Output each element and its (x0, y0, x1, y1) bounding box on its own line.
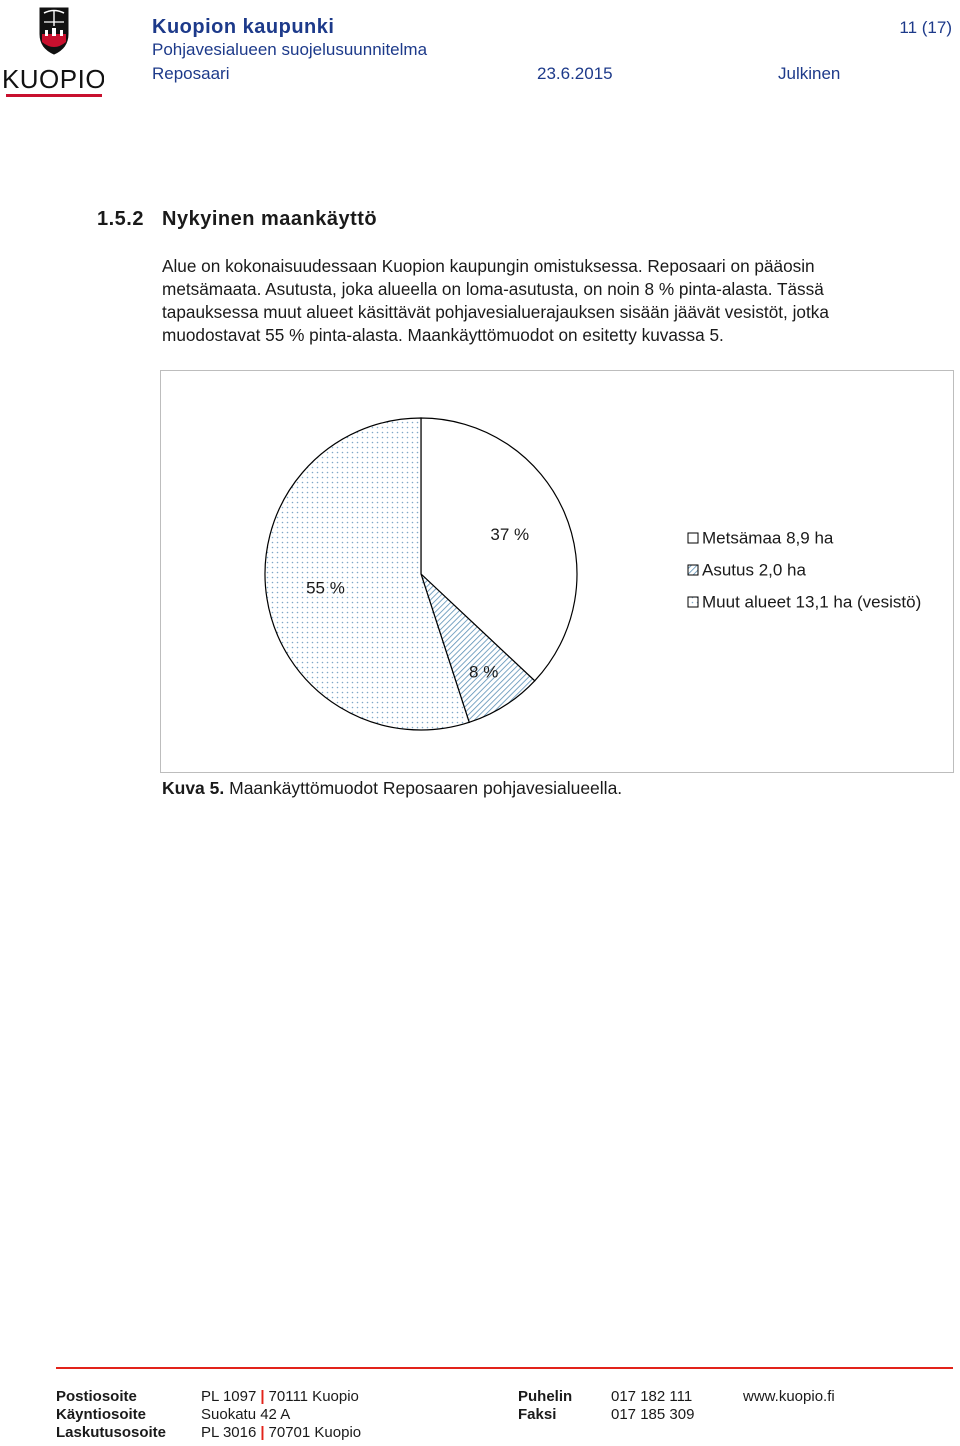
footer-postal-address (201, 1388, 359, 1405)
pie-chart-frame (160, 370, 954, 773)
footer-divider (56, 1367, 953, 1369)
postal-box: PL 1097 (201, 1388, 257, 1405)
legend-label: Muut alueet 13,1 ha (vesistö) (702, 592, 922, 612)
billing-box: PL 3016 (201, 1424, 257, 1441)
publicity-status: Julkinen (778, 64, 841, 83)
footer-fax: 017 185 309 (611, 1406, 695, 1423)
coat-of-arms-icon (40, 8, 68, 54)
paragraph-line: Alue on kokonaisuudessaan Kuopion kaupungin omistuksessa. Reposaari on pääosin (162, 256, 815, 276)
document-title: Pohjavesialueen suojelusuunnitelma (152, 40, 428, 59)
footer-website-link[interactable]: www.kuopio.fi (743, 1388, 835, 1405)
legend-swatch (688, 565, 698, 575)
pie-slice-label: 37 % (490, 525, 530, 545)
land-use-pie-chart (161, 371, 955, 774)
legend-swatch (688, 597, 698, 607)
footer-billing-address (201, 1424, 361, 1441)
figure-caption (162, 778, 622, 799)
footer-visiting-address: Suokatu 42 A (201, 1406, 291, 1423)
section-title: Nykyinen maankäyttö (162, 208, 378, 230)
caption-text: Maankäyttömuodot Reposaaren pohjavesialueella. (229, 778, 623, 798)
paragraph-line: tapauksessa muut alueet käsittävät pohjavesialuerajauksen sisään jäävät vesistöt, jotka (162, 302, 829, 322)
section-number: 1.5.2 (97, 208, 144, 230)
paragraph-line: metsämaata. Asutusta, joka alueella on loma-asutusta, on noin 8 % pinta-alasta. Tässä (162, 279, 824, 299)
document-date: 23.6.2015 (537, 64, 613, 83)
footer-label-postal: Postiosoite (56, 1388, 137, 1405)
pie-slice-label: 55 % (306, 578, 345, 598)
billing-city: 70701 Kuopio (268, 1424, 362, 1441)
separator-bar: | (260, 1424, 265, 1441)
logo-text: KUOPIO (4, 64, 104, 94)
legend-swatch (688, 533, 698, 543)
pie-slice-label: 8 % (469, 662, 499, 682)
kuopio-logo (4, 4, 104, 98)
separator-bar: | (260, 1388, 265, 1405)
footer-label-fax: Faksi (518, 1406, 557, 1423)
area-name: Reposaari (152, 64, 230, 83)
section-paragraph (162, 255, 960, 347)
postal-city: 70111 Kuopio (268, 1388, 359, 1405)
footer-phone: 017 182 111 (611, 1388, 693, 1405)
legend-label: Metsämaa 8,9 ha (702, 528, 834, 548)
paragraph-line: muodostavat 55 % pinta-alasta. Maankäyttömuodot on esitetty kuvassa 5. (162, 325, 724, 345)
legend-label: Asutus 2,0 ha (702, 560, 806, 580)
organization-name: Kuopion kaupunki (152, 16, 335, 38)
footer-label-billing: Laskutusosoite (56, 1424, 167, 1441)
footer-label-visiting: Käyntiosoite (56, 1406, 147, 1423)
footer-label-phone: Puhelin (518, 1388, 573, 1405)
caption-label: Kuva 5. (162, 778, 225, 798)
page-number: 11 (17) (899, 18, 952, 37)
